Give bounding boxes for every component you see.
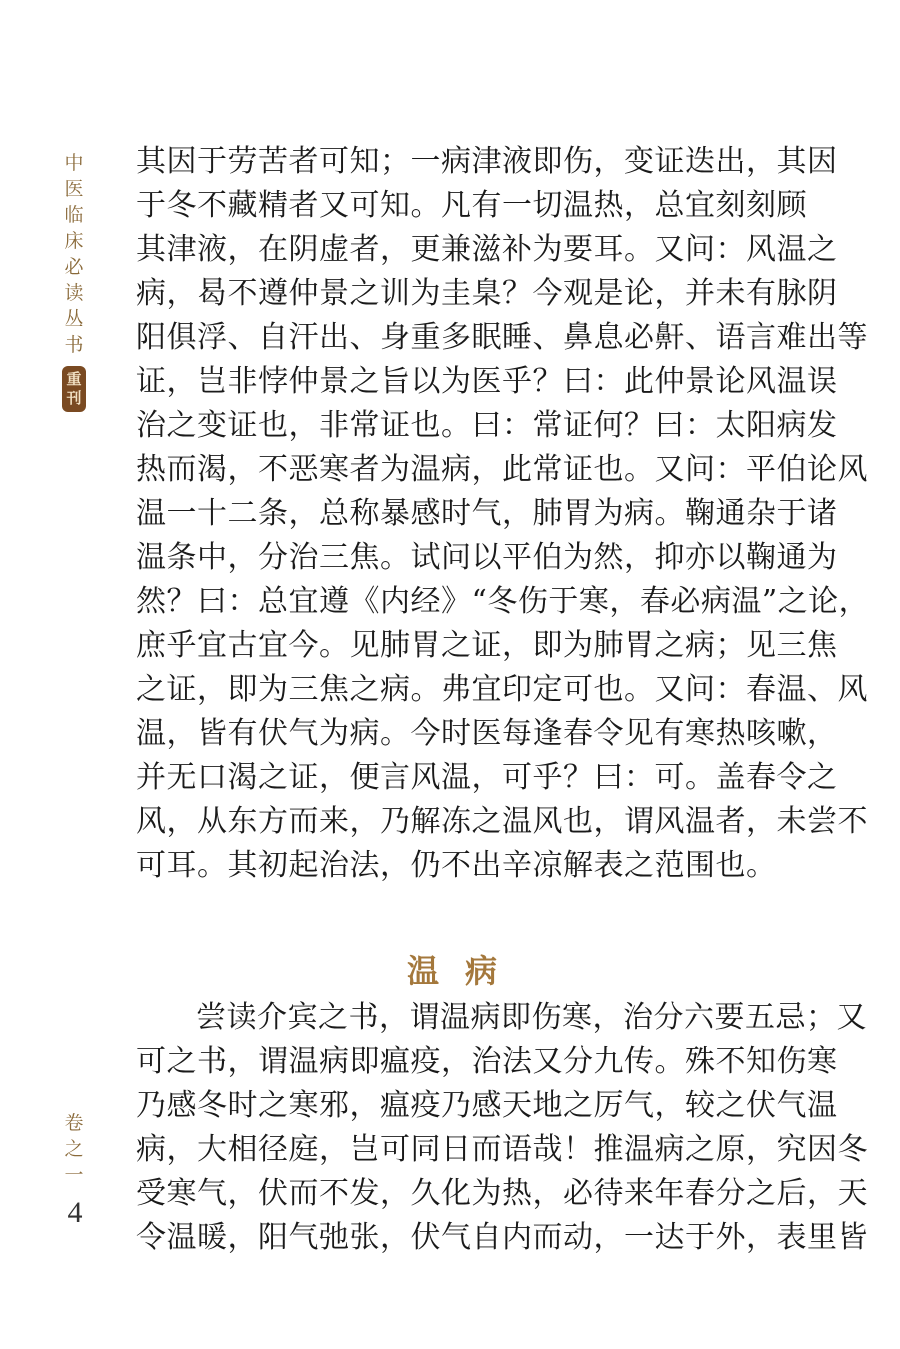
text-line: 令温暖，阳气弛张，伏气自内而动，一达于外，表里皆 (136, 1220, 868, 1255)
text-line: 之证，即为三焦之病。弗宜印定可也。又问：春温、风 (136, 672, 868, 707)
series-char: 必 (64, 256, 84, 278)
series-title-vertical (62, 150, 86, 412)
text-line: 并无口渴之证，便言风温，可乎？曰：可。盖春令之 (136, 760, 838, 795)
text-line: 尝读介宾之书，谓温病即伤寒，治分六要五忌；又 (196, 1000, 867, 1035)
series-char: 床 (64, 230, 84, 252)
text-line: 其因于劳苦者可知；一病津液即伤，变证迭出，其因 (136, 144, 838, 179)
text-line: 温，皆有伏气为病。今时医每逢春令见有寒热咳嗽， (136, 716, 838, 751)
text-line: 风，从东方而来，乃解冻之温风也，谓风温者，未尝不 (136, 804, 868, 839)
text-line: 证，岂非悖仲景之旨以为医乎？曰：此仲景论风温误 (136, 364, 838, 399)
reprint-badge (62, 366, 86, 412)
text-line: 热而渴，不恶寒者为温病，此常证也。又问：平伯论风 (136, 452, 868, 487)
text-line: 然？曰：总宜遵《内经》“冬伤于寒，春必病温”之论， (136, 584, 870, 619)
text-line: 温一十二条，总称暴感时气，肺胃为病。鞠通杂于诸 (136, 496, 838, 531)
text-line: 可耳。其初起治法，仍不出辛凉解表之范围也。 (136, 848, 777, 883)
series-char: 书 (64, 334, 84, 356)
text-line: 温条中，分治三焦。试问以平伯为然，抑亦以鞠通为 (136, 540, 838, 575)
volume-label-vertical (62, 1110, 86, 1188)
text-line: 于冬不藏精者又可知。凡有一切温热，总宜刻刻顾 (136, 188, 807, 223)
series-char: 中 (64, 152, 84, 174)
text-line: 治之变证也，非常证也。曰：常证何？曰：太阳病发 (136, 408, 838, 443)
volume-char: 之 (64, 1138, 84, 1160)
paragraph-1 (136, 140, 870, 888)
reprint-char: 重 (66, 370, 82, 388)
body-text (136, 140, 870, 1260)
text-line: 乃感冬时之寒邪，瘟疫乃感天地之厉气，较之伏气温 (136, 1088, 838, 1123)
text-line: 庶乎宜古宜今。见肺胃之证，即为肺胃之病；见三焦 (136, 628, 838, 663)
paragraph-2 (136, 996, 868, 1260)
series-char: 丛 (64, 308, 84, 330)
series-char: 医 (64, 178, 84, 200)
text-line: 病，大相径庭，岂可同日而语哉！推温病之原，究因冬 (136, 1132, 868, 1167)
text-line: 阳俱浮、自汗出、身重多眠睡、鼻息必鼾、语言难出等 (136, 320, 868, 355)
text-line: 受寒气，伏而不发，久化为热，必待来年春分之后，天 (136, 1176, 868, 1211)
section-heading: 温病 (406, 952, 523, 990)
volume-char: 一 (64, 1164, 84, 1186)
text-line: 病，曷不遵仲景之训为圭臬？今观是论，并未有脉阴 (136, 276, 838, 311)
series-char: 读 (64, 282, 84, 304)
text-line: 其津液，在阴虚者，更兼滋补为要耳。又问：风温之 (136, 232, 838, 267)
reprint-char: 刊 (66, 389, 82, 407)
series-char: 临 (64, 204, 84, 226)
page-number: 4 (67, 1196, 83, 1229)
text-line: 可之书，谓温病即瘟疫，治法又分九传。殊不知伤寒 (136, 1044, 838, 1079)
volume-char: 卷 (64, 1112, 84, 1134)
